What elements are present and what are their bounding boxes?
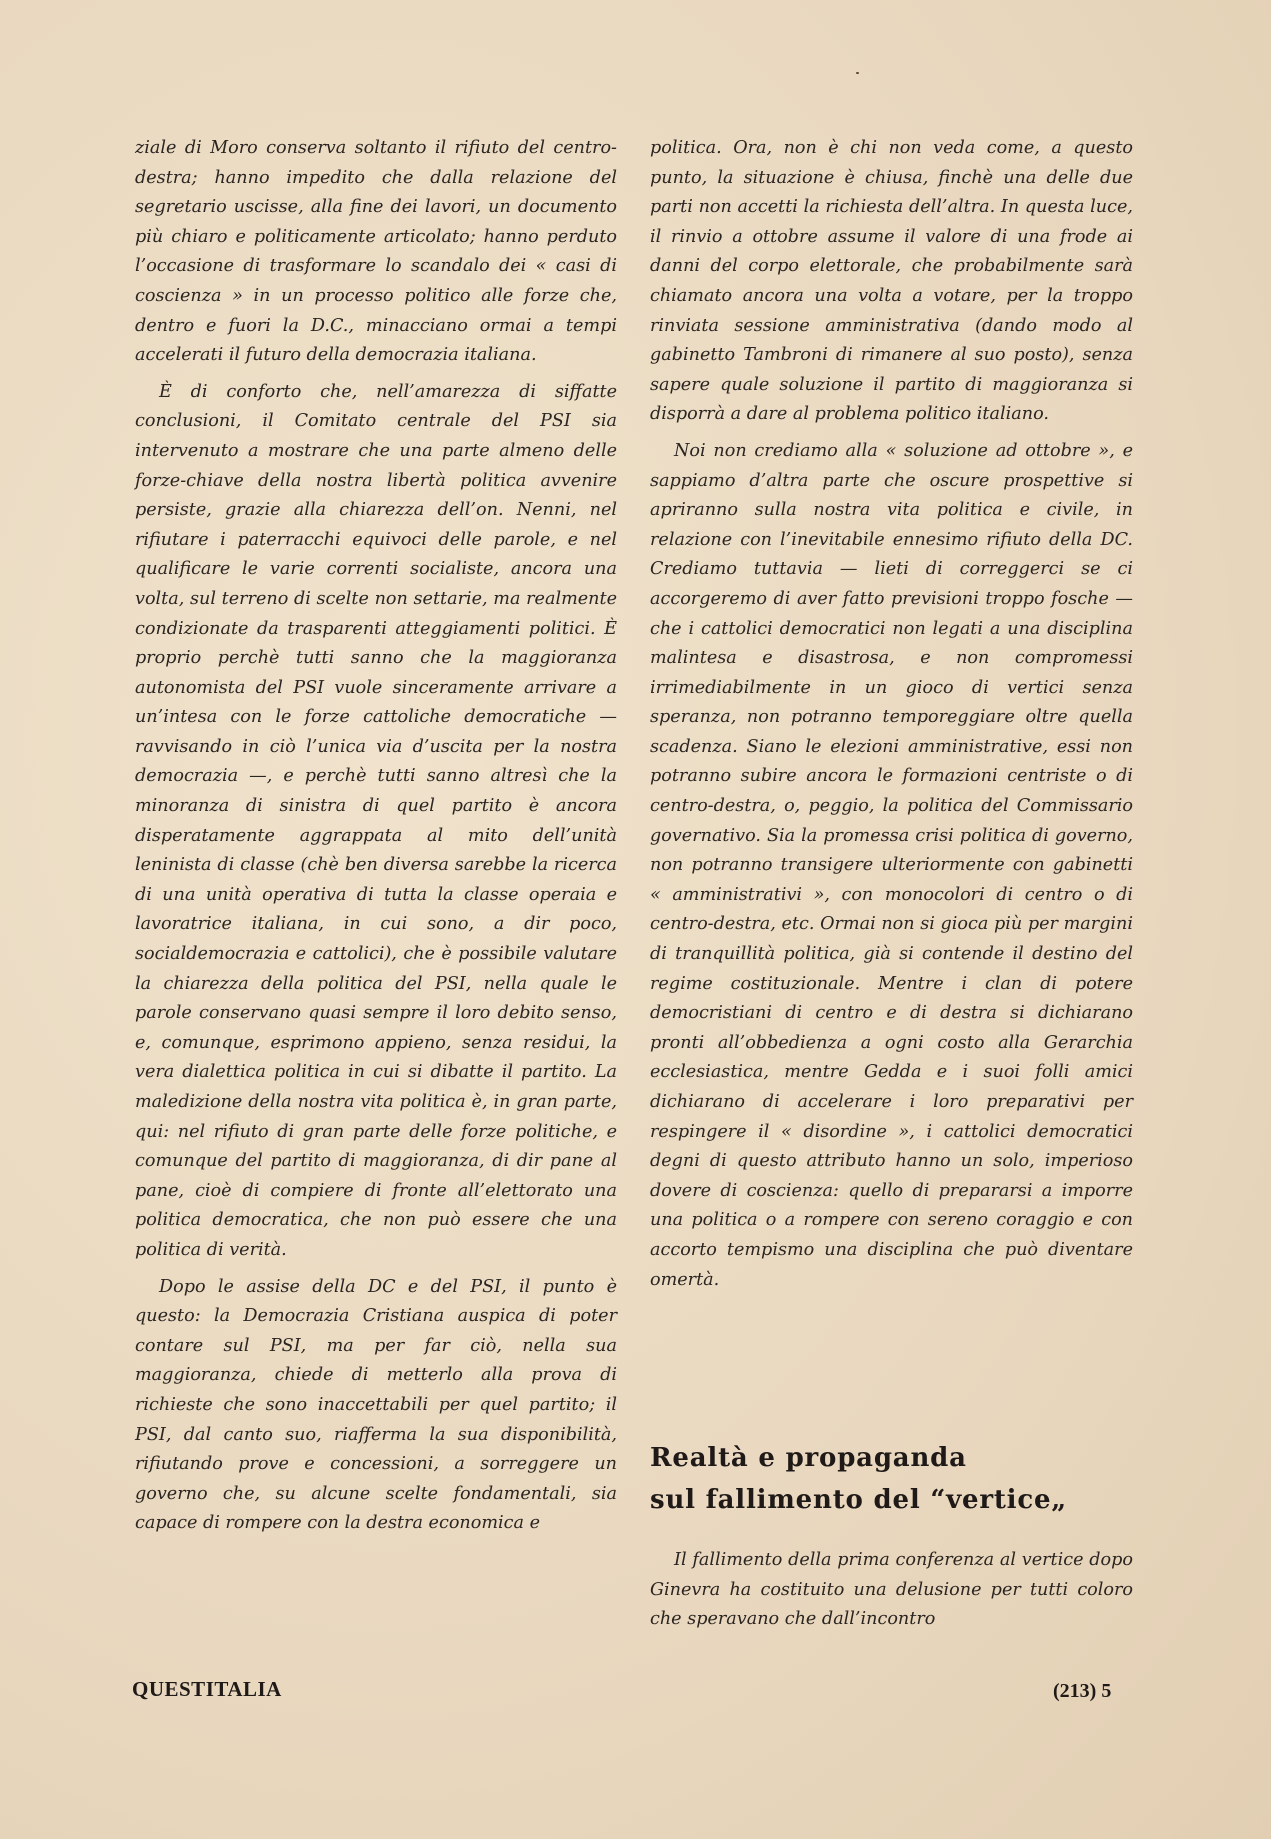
article-heading-line-1: Realtà e propaganda bbox=[650, 1443, 967, 1473]
right-column bbox=[650, 134, 1133, 1302]
magazine-name: QUESTITALIA bbox=[132, 1677, 282, 1701]
left-paragraph-3: Dopo le assise della DC e del PSI, il punto è questo: la Democrazia Cristiana auspica di poter contare sul PSI, ma per far ciò, nella sua maggioranza, chiede di metterlo alla prova di richieste che sono inaccettabili per quel partito; il PSI, dal canto suo, riafferma la sua disponibilità, rifiutando prove e concessioni, a sorreggere un governo che, su alcune scelte fondamentali, sia capace di rompere con la destra economica e bbox=[135, 1276, 617, 1534]
page-number: (213) 5 bbox=[1053, 1680, 1112, 1702]
left-column bbox=[135, 134, 617, 1546]
left-paragraph-2: È di conforto che, nell’amarezza di siffatte conclusioni, il Comitato centrale del PSI sia intervenuto a mostrare che una parte almeno delle forze-chiave della nostra libertà politica avvenire persiste, grazie alla chiarezza dell’on. Nenni, nel rifiutare i paterracchi equivoci delle parole, e nel qualificare le varie correnti socialiste, ancora una volta, sul terreno di scelte non settarie, ma realmente condizionate da trasparenti atteggiamenti politici. È proprio perchè tutti sanno che la maggioranza autonomista del PSI vuole sinceramente arrivare a un’intesa con le forze cattoliche democratiche — ravvisando in ciò l’unica via d’uscita per la nostra democrazia —, e perchè tutti sanno altresì che la minoranza di sinistra di quel partito è ancora disperatamente aggrappata al mito dell’unità leninista di classe (chè ben diversa sarebbe la ricerca di una unità operativa di tutta la classe operaia e lavoratrice italiana, in cui sono, a dir poco, socialdemocrazia e cattolici), che è possibile valutare la chiarezza della politica del PSI, nella quale le parole conservano quasi sempre il loro debito senso, e, comunque, esprimono appieno, senza residui, la vera dialettica politica in cui si dibatte il partito. La maledizione della nostra vita politica è, in gran parte, qui: nel rifiuto di gran parte delle forze politiche, e comunque del partito di maggioranza, di dir pane al pane, cioè di compiere di fronte all’elettorato una politica democratica, che non può essere che una politica di verità. bbox=[135, 381, 617, 1260]
article-heading bbox=[650, 1437, 1133, 1521]
left-paragraph-1: ziale di Moro conserva soltanto il rifiuto del centro-destra; hanno impedito che dalla relazione del segretario uscisse, alla fine dei lavori, un documento più chiaro e politicamente articolato; hanno perduto l’occasione di trasformare lo scandalo dei « casi di coscienza » in un processo politico alle forze che, dentro e fuori la D.C., minacciano ormai a tempi accelerati il futuro della democrazia italiana. bbox=[135, 138, 617, 366]
right-paragraph-2: Noi non crediamo alla « soluzione ad ottobre », e sappiamo d’altra parte che oscure prospettive si apriranno sulla nostra vita politica e civile, in relazione con l’inevitabile ennesimo rifiuto della DC. Crediamo tuttavia — lieti di correggerci se ci accorgeremo di aver fatto previsioni troppo fosche — che i cattolici democratici non legati a una disciplina malintesa e disastrosa, e non compromessi irrimediabilmente in un gioco di vertici senza speranza, non potranno temporeggiare oltre quella scadenza. Siano le elezioni amministrative, essi non potranno subire ancora le formazioni centriste o di centro-destra, o, peggio, la politica del Commissario governativo. Sia la promessa crisi politica di governo, non potranno transigere ulteriormente con gabinetti « amministrativi », con monocolori di centro o di centro-destra, etc. Ormai non si gioca più per margini di tranquillità politica, già si contende il destino del regime costituzionale. Mentre i clan di potere democristiani di centro e di destra si dichiarano pronti all’obbedienza a ogni costo alla Gerarchia ecclesiastica, mentre Gedda e i suoi folli amici dichiarano di accelerare i loro preparativi per respingere il « disordine », i cattolici democratici degni di questo attributo hanno un solo, imperioso dovere di coscienza: quello di prepararsi a imporre una politica o a rompere con sereno coraggio e con accorto tempismo una disciplina che può diventare omertà. bbox=[650, 440, 1133, 1290]
paper-speck bbox=[856, 72, 859, 74]
article-intro-paragraph: Il fallimento della prima conferenza al vertice dopo Ginevra ha costituito una delusione per tutti coloro che speravano che dall’incontro bbox=[650, 1550, 1133, 1630]
article-heading-line-2: sul fallimento del “vertice„ bbox=[650, 1485, 1068, 1515]
right-paragraph-1: politica. Ora, non è chi non veda come, a questo punto, la situazione è chiusa, finchè una delle due parti non accetti la richiesta dell’altra. In questa luce, il rinvio a ottobre assume il valore di una frode ai danni del corpo elettorale, che probabilmente sarà chiamato ancora una volta a votare, per la troppo rinviata sessione amministrativa (dando modo al gabinetto Tambroni di rimanere al suo posto), senza sapere quale soluzione il partito di maggioranza si disporrà a dare al problema politico italiano. bbox=[650, 138, 1133, 425]
